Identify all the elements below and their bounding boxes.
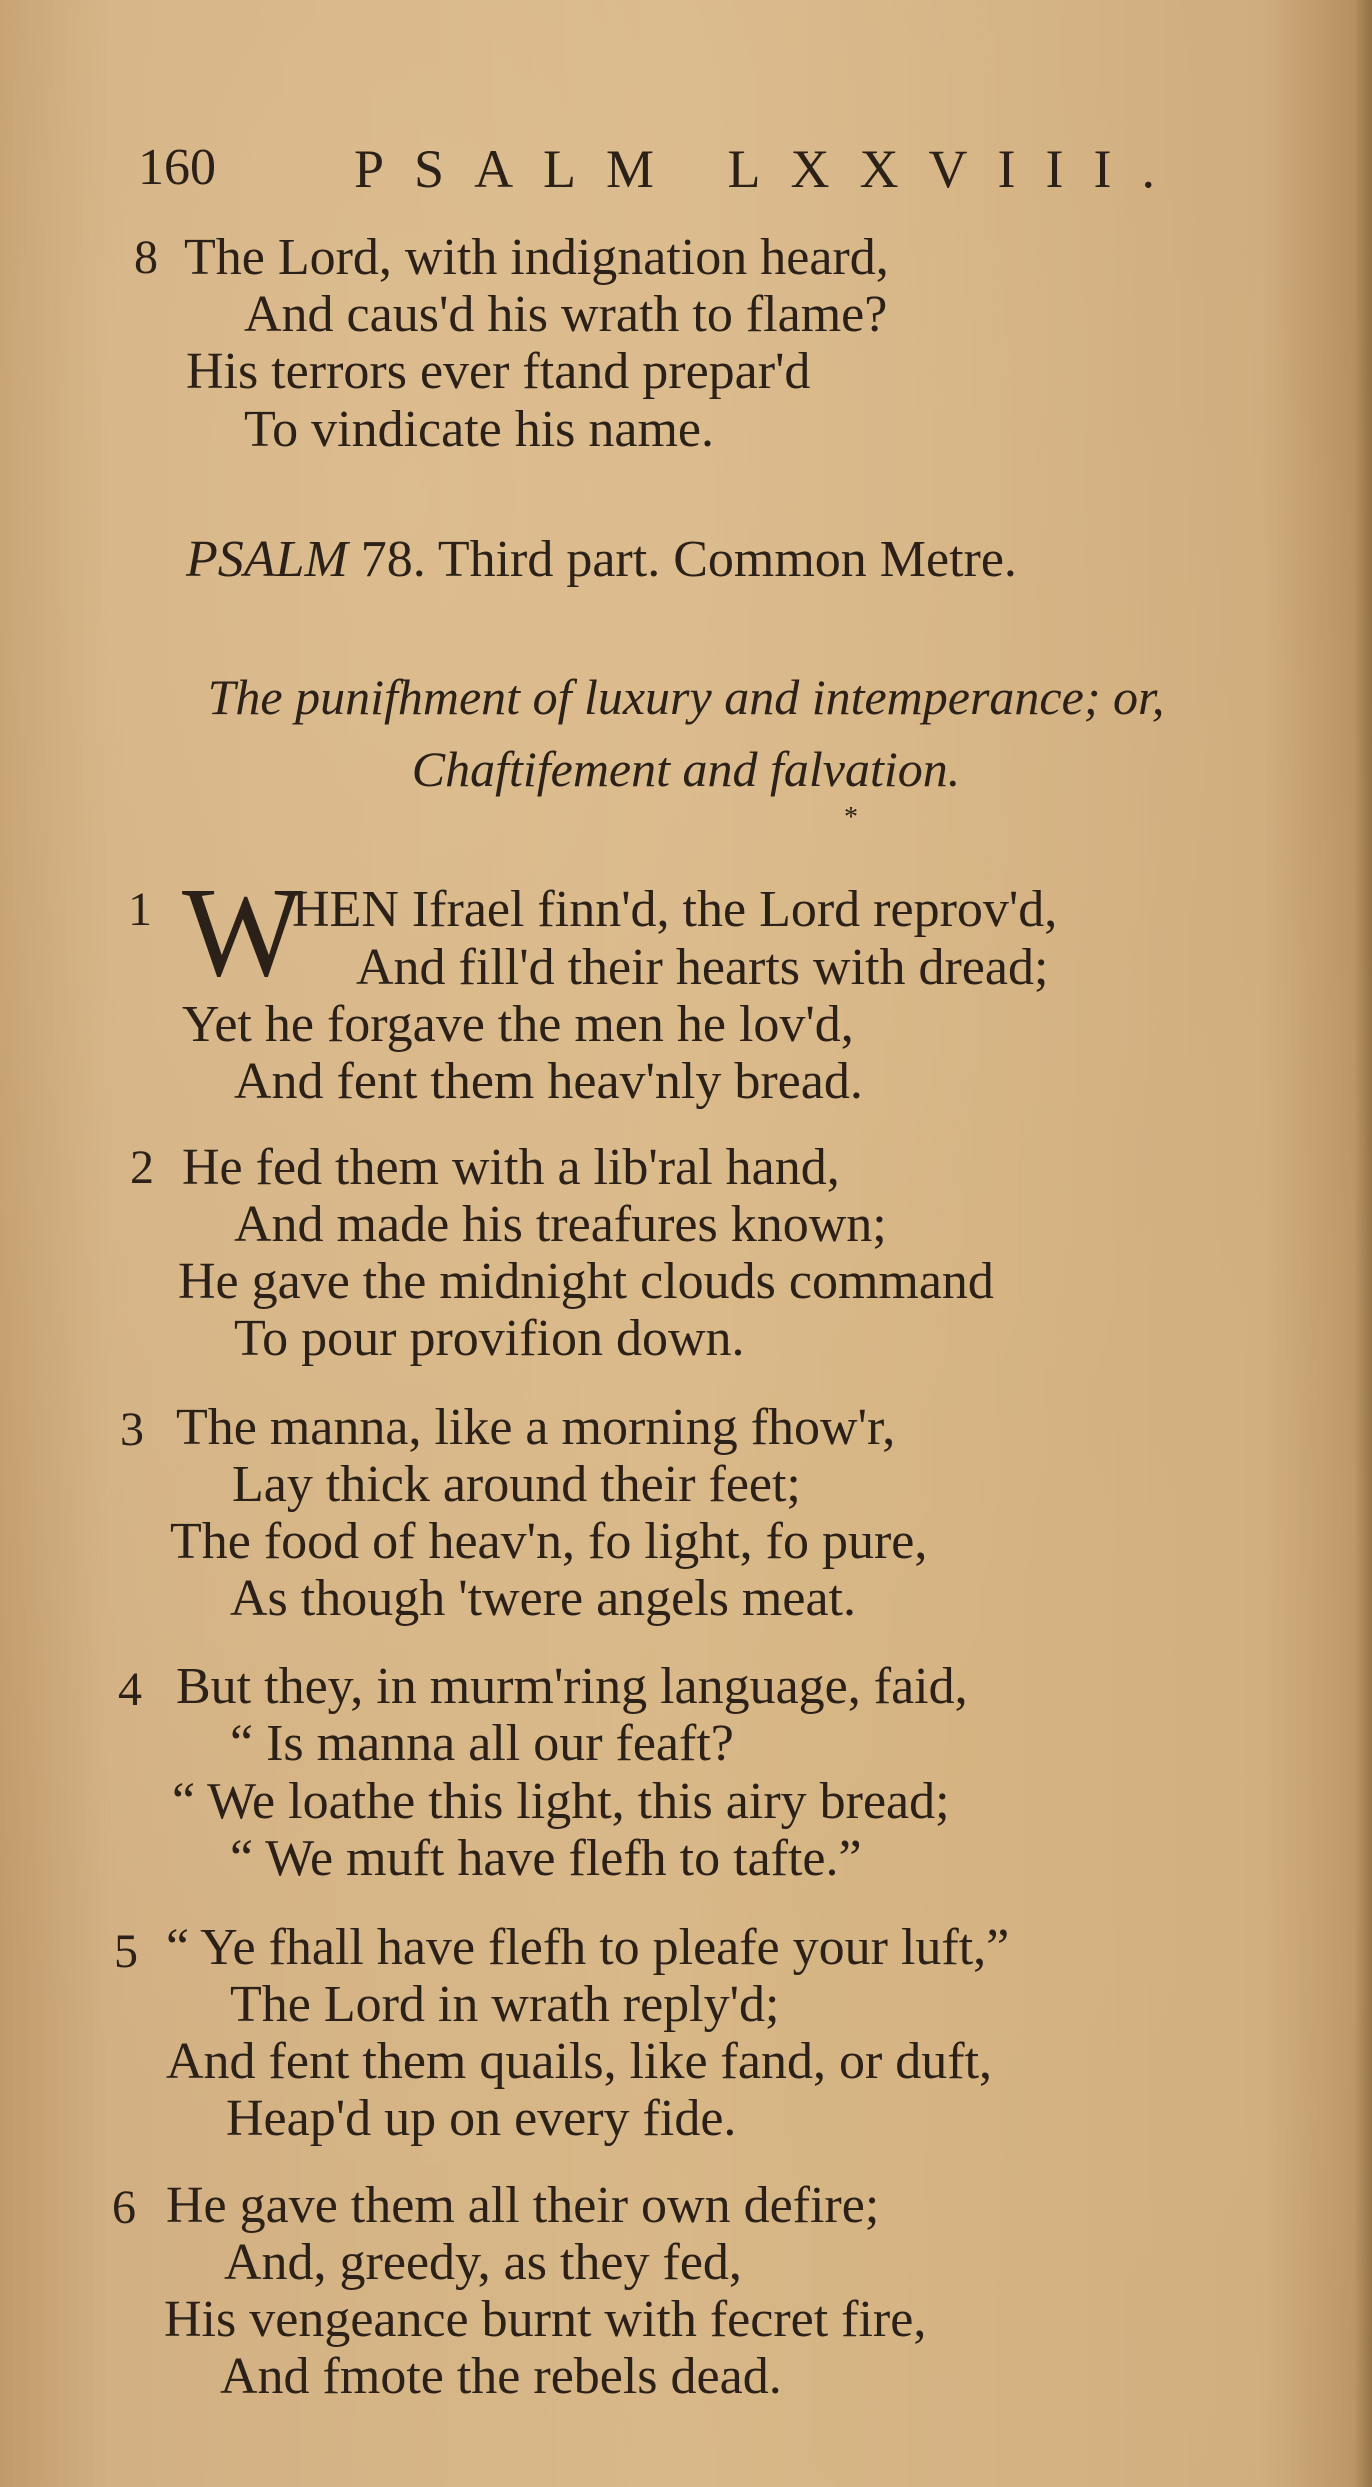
verse-line: “ Is manna all our feaft?	[230, 1715, 734, 1772]
verse-line: And fill'd their hearts with dread;	[356, 939, 1049, 996]
verse-line: The Lord in wrath reply'd;	[230, 1976, 780, 2033]
verse-line: And caus'd his wrath to flame?	[244, 286, 888, 343]
verse-line: But they, in murm'ring language, faid,	[176, 1658, 968, 1715]
verse-line: “ Ye fhall have flefh to pleafe your luft,”	[166, 1919, 1010, 1976]
verse-number: 5	[114, 1925, 138, 1978]
verse-line: Yet he forgave the men he lov'd,	[182, 996, 854, 1053]
verse-line: And fmote the rebels dead.	[220, 2348, 782, 2405]
verse-line: His vengeance burnt with fecret fire,	[164, 2291, 927, 2348]
heading-psalm-word: PSALM	[186, 531, 348, 588]
verse-line: And made his treafures known;	[234, 1196, 887, 1253]
verse-line: Heap'd up on every fide.	[226, 2090, 737, 2147]
verse-line: The manna, like a morning fhow'r,	[176, 1399, 896, 1456]
verse-line: He gave the midnight clouds command	[178, 1253, 994, 1310]
verse-line: And, greedy, as they fed,	[224, 2234, 742, 2291]
drop-cap: W	[182, 861, 303, 1003]
heading-rest: 78. Third part. Common Metre.	[347, 531, 1017, 588]
page-edge-shadow	[1354, 0, 1372, 2487]
section-heading	[186, 530, 1017, 589]
verse-line: As though 'twere angels meat.	[230, 1570, 856, 1627]
verse-line: And fent them heav'nly bread.	[234, 1053, 863, 1110]
subtitle-line-1: The punifhment of luxury and intemperance; or,	[207, 669, 1165, 725]
verse-number: 6	[112, 2181, 136, 2234]
verse-line: Lay thick around their feet;	[232, 1456, 801, 1513]
verse-line: HEN Ifrael finn'd, the Lord reprov'd,	[292, 881, 1058, 938]
verse-line: He gave them all their own defire;	[166, 2177, 880, 2234]
verse-line: “ We loathe this light, this airy bread;	[172, 1773, 950, 1830]
verse-number: 8	[134, 231, 158, 284]
verse-line: The food of heav'n, fo light, fo pure,	[170, 1513, 928, 1570]
page-header	[0, 138, 1372, 218]
subtitle-line-2: Chaftifement and falvation.	[411, 741, 961, 797]
verse-number: 1	[128, 883, 152, 936]
verse-line: To pour provifion down.	[234, 1310, 745, 1367]
verse-line: His terrors ever ftand prepar'd	[186, 343, 811, 400]
verse-line: He fed them with a lib'ral hand,	[182, 1139, 840, 1196]
verse-number: 3	[120, 1403, 144, 1456]
verse-line: The Lord, with indignation heard,	[184, 229, 889, 286]
running-title: PSALM LXXVIII.	[354, 139, 1185, 199]
ornament-mark: *	[844, 802, 858, 833]
verse-line: “ We muft have flefh to tafte.”	[230, 1830, 862, 1887]
verse-number: 4	[118, 1663, 142, 1716]
verse-number: 2	[130, 1141, 154, 1194]
page-number: 160	[138, 139, 216, 196]
verse-line: To vindicate his name.	[244, 401, 715, 458]
verse-line: And fent them quails, like fand, or duft,	[166, 2033, 993, 2090]
